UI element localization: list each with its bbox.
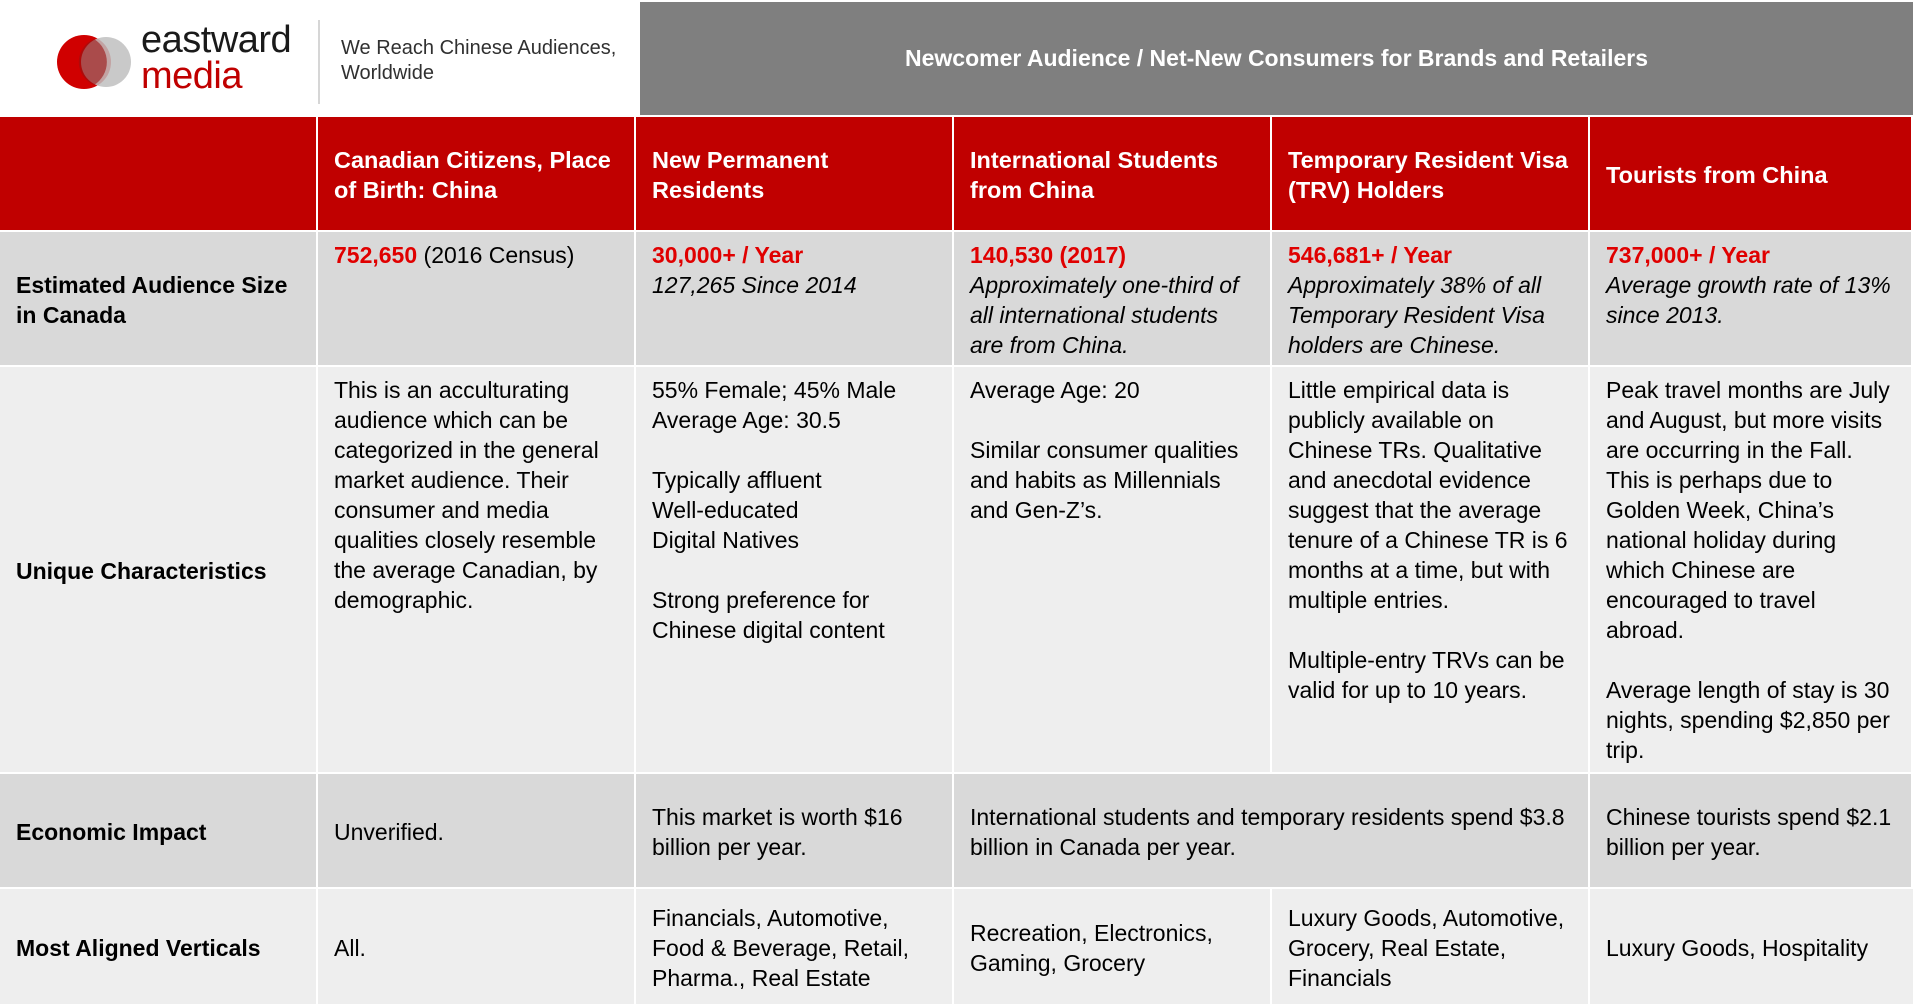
characteristics-pr-line: 55% Female; 45% Male — [652, 377, 897, 403]
logo-divider — [318, 20, 320, 104]
characteristics-pr-line: Digital Natives — [652, 527, 799, 553]
column-header-students: International Students from China — [954, 117, 1272, 232]
logo-area — [0, 0, 638, 117]
audience-comparison-table — [0, 117, 1913, 1006]
verticals-tourists: Luxury Goods, Hospitality — [1590, 889, 1913, 1006]
characteristics-tourists-paragraph: Peak travel months are July and August, but more visits are occurring in the Fall. This is perhaps due to Golden Week, China’s national holiday during which Chinese are encouraged to travel abroad. — [1606, 377, 1890, 643]
characteristics-trv-paragraph: Multiple-entry TRVs can be valid for up to 10 years. — [1288, 647, 1565, 703]
characteristics-tourists — [1590, 367, 1913, 774]
characteristics-pr — [636, 367, 954, 774]
characteristics-tourists-paragraph: Average length of stay is 30 nights, spending $2,850 per trip. — [1606, 677, 1890, 763]
characteristics-pr-line: Strong preference for Chinese digital content — [652, 587, 885, 643]
header-corner-cell — [0, 117, 318, 232]
characteristics-pr-line: Average Age: 30.5 — [652, 407, 841, 433]
characteristics-students-line: Average Age: 20 — [970, 377, 1140, 403]
page-banner-title: Newcomer Audience / Net-New Consumers for Brands and Retailers — [640, 2, 1913, 115]
column-header-trv: Temporary Resident Visa (TRV) Holders — [1272, 117, 1590, 232]
eastward-logo-icon — [56, 32, 136, 92]
economic-citizens: Unverified. — [318, 774, 636, 889]
verticals-trv: Luxury Goods, Automotive, Grocery, Real Estate, Financials — [1272, 889, 1590, 1006]
audience-size-tourists — [1590, 232, 1913, 367]
characteristics-pr-line: Well-educated — [652, 497, 799, 523]
verticals-pr: Financials, Automotive, Food & Beverage, Retail, Pharma., Real Estate — [636, 889, 954, 1006]
audience-size-tourists-note: Average growth rate of 13% since 2013. — [1606, 272, 1891, 328]
audience-size-students-value: 140,530 (2017) — [970, 242, 1127, 268]
brand-name — [141, 19, 292, 97]
audience-size-pr — [636, 232, 954, 367]
audience-size-pr-value: 30,000+ / Year — [652, 242, 804, 268]
row-label-economic-impact: Economic Impact — [0, 774, 318, 889]
characteristics-trv — [1272, 367, 1590, 774]
audience-size-tourists-value: 737,000+ / Year — [1606, 242, 1770, 268]
row-label-audience-size: Estimated Audience Size in Canada — [0, 232, 318, 367]
characteristics-students-line: Similar consumer qualities and habits as Millennials and Gen-Z’s. — [970, 437, 1239, 523]
audience-size-trv — [1272, 232, 1590, 367]
audience-size-citizens-note: (2016 Census) — [417, 242, 575, 268]
audience-size-trv-value: 546,681+ / Year — [1288, 242, 1452, 268]
economic-pr: This market is worth $16 billion per year. — [636, 774, 954, 889]
audience-size-citizens-value: 752,650 — [334, 242, 418, 268]
verticals-students: Recreation, Electronics, Gaming, Grocery — [954, 889, 1272, 1006]
brand-name-line2: media — [141, 55, 242, 97]
column-header-tourists: Tourists from China — [1590, 117, 1913, 232]
characteristics-trv-paragraph: Little empirical data is publicly available on Chinese TRs. Qualitative and anecdotal evidence suggest that the average tenure of a Chinese TR is 6 months at a time, but with multiple entries. — [1288, 377, 1568, 613]
column-header-citizens: Canadian Citizens, Place of Birth: China — [318, 117, 636, 232]
row-label-verticals: Most Aligned Verticals — [0, 889, 318, 1006]
audience-size-students — [954, 232, 1272, 367]
verticals-citizens: All. — [318, 889, 636, 1006]
audience-size-citizens — [318, 232, 636, 367]
characteristics-students — [954, 367, 1272, 774]
audience-size-trv-note: Approximately 38% of all Temporary Resident Visa holders are Chinese. — [1288, 272, 1545, 358]
characteristics-citizens — [318, 367, 636, 774]
brand-tagline: We Reach Chinese Audiences, Worldwide — [341, 37, 617, 84]
characteristics-citizens-text: This is an acculturating audience which can be categorized in the general market audience. Their consumer and media qualities closely resemble the average Canadian, by demographic. — [334, 377, 599, 613]
audience-size-pr-note: 127,265 Since 2014 — [652, 272, 857, 298]
column-header-permanent-residents: New Permanent Residents — [636, 117, 954, 232]
characteristics-pr-line: Typically affluent — [652, 467, 822, 493]
brand-name-line1: eastward — [141, 19, 292, 61]
row-label-characteristics: Unique Characteristics — [0, 367, 318, 774]
audience-size-students-note: Approximately one-third of all international students are from China. — [970, 272, 1239, 358]
economic-tourists: Chinese tourists spend $2.1 billion per year. — [1590, 774, 1913, 889]
economic-students-trv: International students and temporary residents spend $3.8 billion in Canada per year. — [954, 774, 1590, 889]
